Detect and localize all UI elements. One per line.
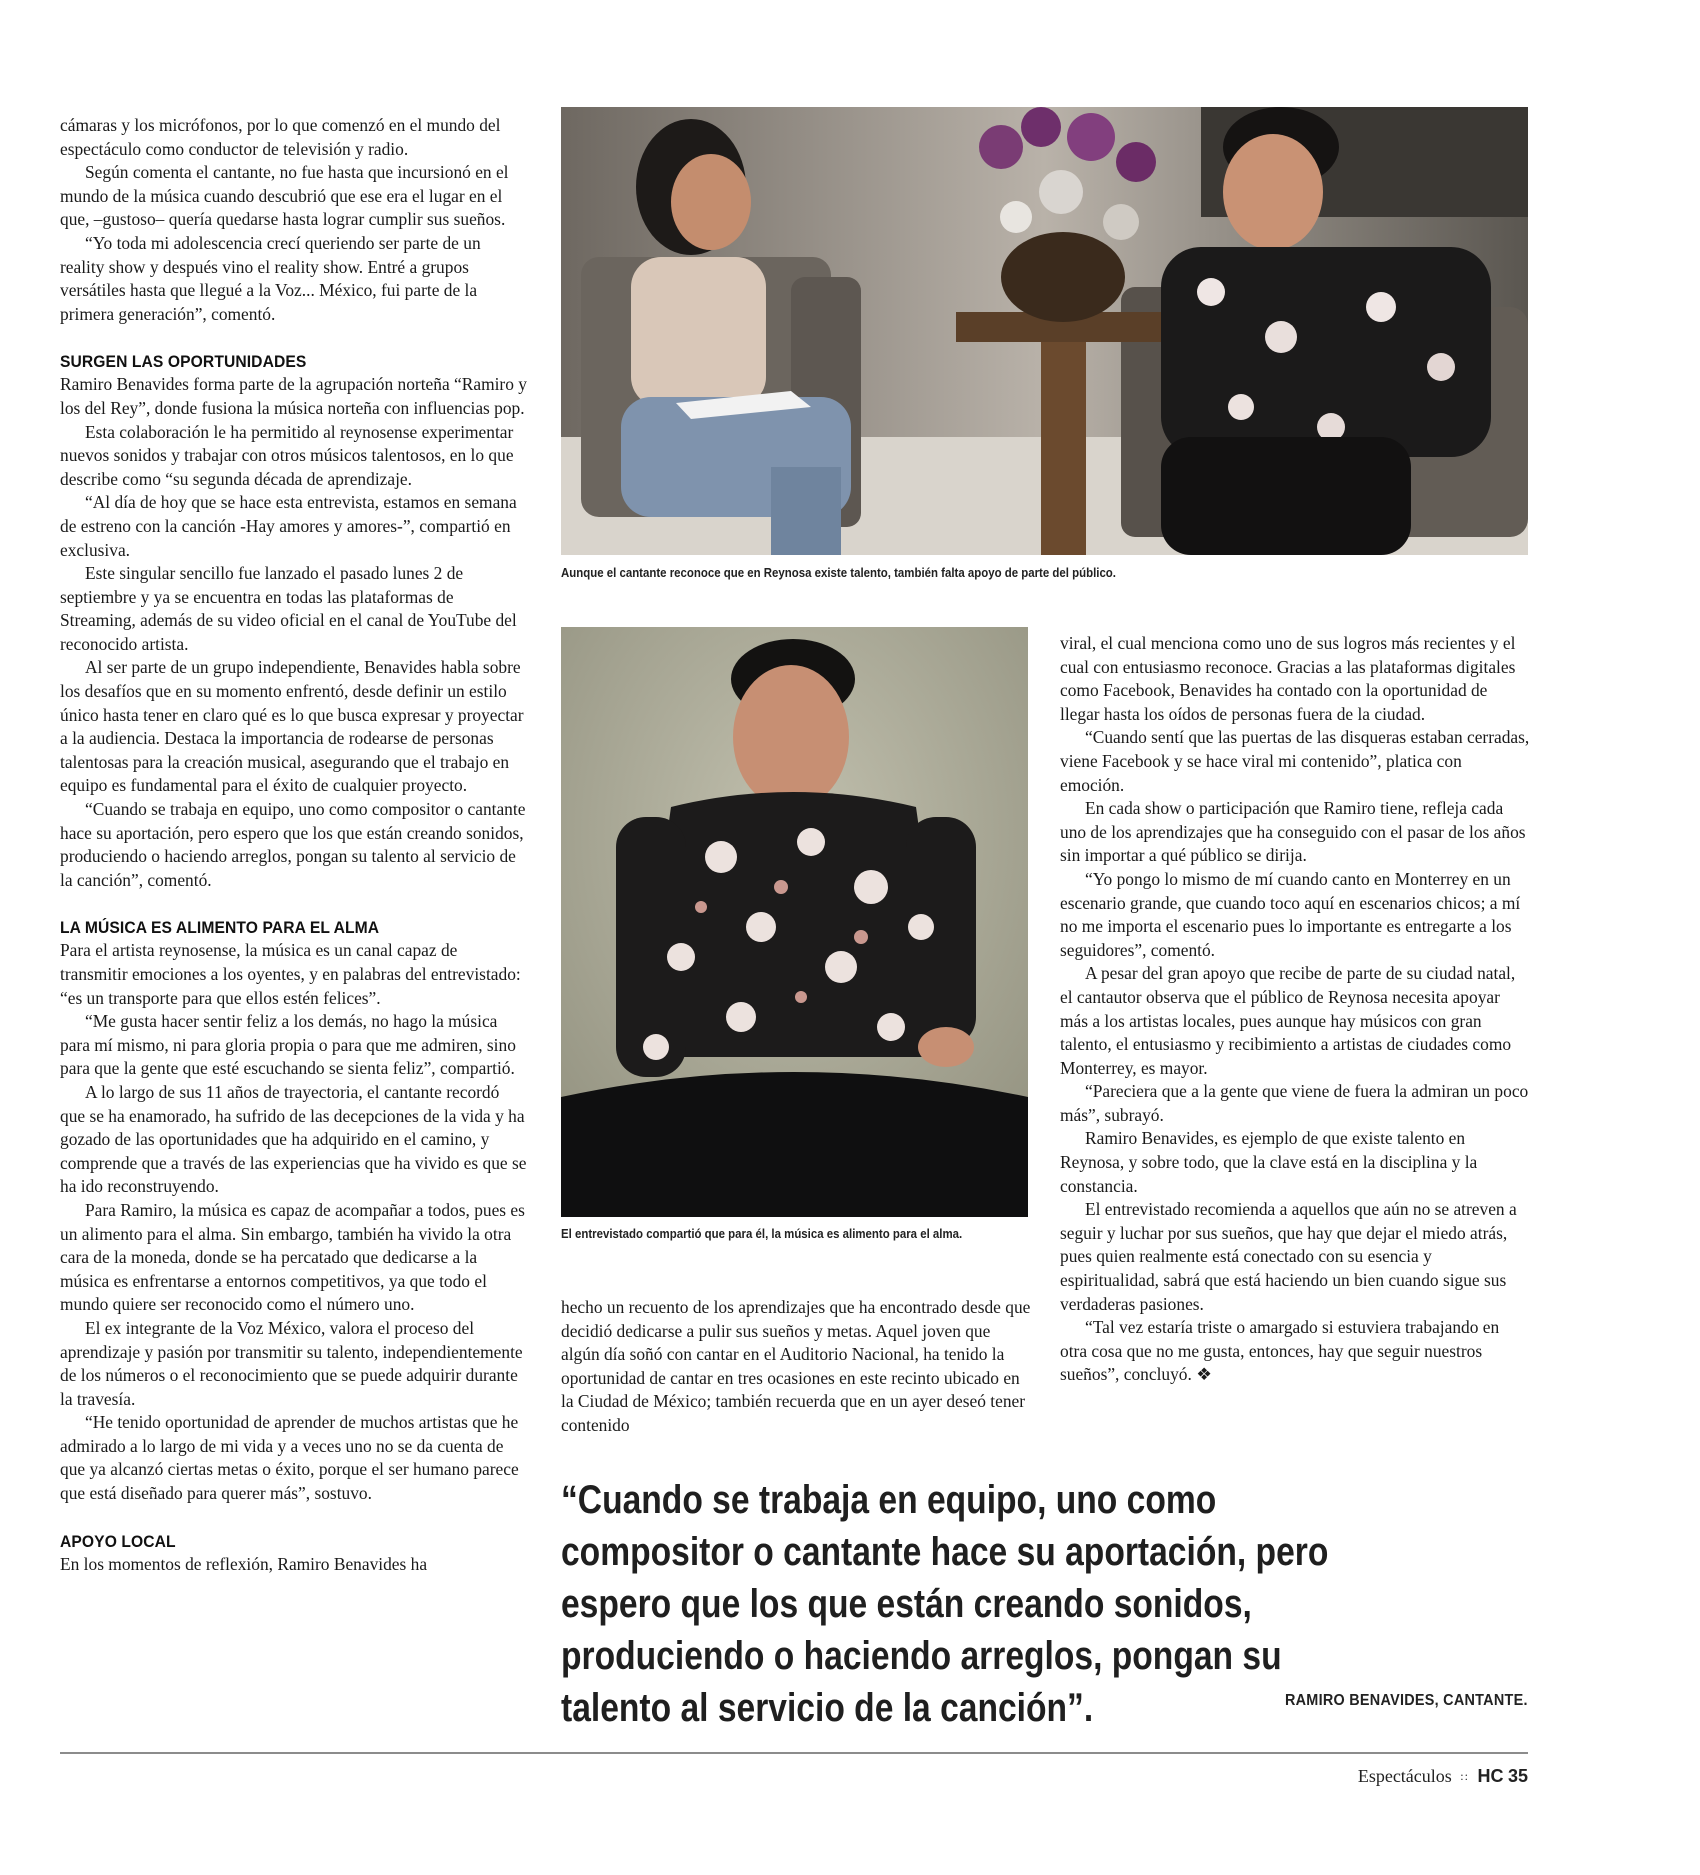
interview-photo bbox=[561, 107, 1528, 555]
footer-divider bbox=[60, 1752, 1528, 1754]
article-column-3 bbox=[1060, 632, 1530, 1387]
paragraph: “Al día de hoy que se hace esta entrevista, estamos en semana de estreno con la canción -Hay amores y amores-”, compartió en exclusiva. bbox=[60, 492, 517, 560]
paragraph: En los momentos de reflexión, Ramiro Benavides ha bbox=[60, 1553, 428, 1574]
paragraph: Ramiro Benavides, es ejemplo de que existe talento en Reynosa, y sobre todo, que la clave está en la disciplina y la constancia. bbox=[1060, 1128, 1478, 1196]
paragraph: Esta colaboración le ha permitido al reynosense experimentar nuevos sonidos y trabajar con otros músicos talentosos, en lo que describe como “su segunda década de aprendizaje. bbox=[60, 421, 514, 489]
paragraph: cámaras y los micrófonos, por lo que comenzó en el mundo del espectáculo como conductor de televisión y radio. bbox=[60, 115, 501, 159]
photo-caption: El entrevistado compartió que para él, la música es alimento para el alma. bbox=[561, 1226, 963, 1241]
section-heading: LA MÚSICA ES ALIMENTO PARA EL ALMA bbox=[60, 918, 380, 938]
section-heading: SURGEN LAS OPORTUNIDADES bbox=[60, 352, 307, 372]
portrait-photo bbox=[561, 627, 1028, 1217]
paragraph: El entrevistado recomienda a aquellos que aún no se atreven a seguir y luchar por sus sueños, que hay que dejar el miedo atrás, pues quien realmente está conectado con su esencia y espiritualidad, sabrá que está haciendo un bien cuando sigue sus verdaderas pasiones. bbox=[1060, 1199, 1517, 1314]
page-footer bbox=[1358, 1766, 1528, 1787]
paragraph: Para el artista reynosense, la música es un canal capaz de transmitir emociones a los oyentes, y en palabras del entrevistado: “es un transporte para que ellos estén felices”. bbox=[60, 940, 521, 1008]
pull-quote: “Cuando se trabaja en equipo, uno como compositor o cantante hace su aportación, pero espero que los que están creando sonidos, produciendo o haciendo arreglos, pongan su talento al servicio de la canción”. bbox=[561, 1478, 1329, 1730]
paragraph: Según comenta el cantante, no fue hasta que incursionó en el mundo de la música cuando descubrió que ese era el lugar en el que, –gustoso– quería quedarse hasta lograr cumplir sus sueños. bbox=[60, 162, 509, 230]
page-number: 35 bbox=[1507, 1766, 1528, 1786]
paragraph: Al ser parte de un grupo independiente, Benavides habla sobre los desafíos que en su momento enfrentó, desde definir un estilo único hasta tener en claro qué es lo que busca expresar y proyectar a la audiencia. Destaca la importancia de rodearse de personas talentosas para la creación musical, asegurando que el trabajo en equipo es fundamental para el éxito de cualquier proyecto. bbox=[60, 657, 524, 796]
section-heading: APOYO LOCAL bbox=[60, 1531, 176, 1551]
paragraph: viral, el cual menciona como uno de sus logros más recientes y el cual con entusiasmo reconoce. Gracias a las plataformas digitales como Facebook, Benavides ha contado con la oportunidad de llegar hasta los oídos de personas fuera de la ciudad. bbox=[1060, 633, 1516, 724]
magazine-logo: HC bbox=[1477, 1766, 1504, 1786]
paragraph: “He tenido oportunidad de aprender de muchos artistas que he admirado a lo largo de mi vida y a veces uno no se da cuenta de que ya alcanzó ciertas metas o éxito, porque el ser humano parece que está diseñado para querer más”, sostuvo. bbox=[60, 1412, 519, 1504]
paragraph: “Yo toda mi adolescencia crecí queriendo ser parte de un reality show y después vino el reality show. Entré a grupos versátiles hasta que llegué a la Voz... México, fui parte de la primera generación”, comentó. bbox=[60, 232, 481, 324]
paragraph: A lo largo de sus 11 años de trayectoria, el cantante recordó que se ha enamorado, ha sufrido de las decepciones de la vida y ha gozado de las oportunidades que ha adquirido en el camino, y comprende que a través de las experiencias que ha vivido es que se ha ido reconstruyendo. bbox=[60, 1081, 527, 1197]
paragraph: Este singular sencillo fue lanzado el pasado lunes 2 de septiembre y ya se encuentra en todas las plataformas de Streaming, además de su video oficial en el canal de YouTube del reconocido artista. bbox=[60, 563, 517, 654]
paragraph: “Cuando se trabaja en equipo, uno como compositor o cantante hace su aportación, pero espero que los que están creando sonidos, produciendo o haciendo arreglos, pongan su talento al servicio de la canción”, comentó. bbox=[60, 799, 526, 890]
paragraph: Para Ramiro, la música es capaz de acompañar a todos, pues es un alimento para el alma. Sin embargo, también ha vivido la otra cara de la moneda, donde se ha percatado que dedicarse a la música es enfrentarse a entornos competitivos, ya que todo el mundo quiere ser reconocido como el número uno. bbox=[60, 1199, 525, 1315]
interview-photo-illustration bbox=[561, 107, 1528, 555]
article-column-1 bbox=[60, 114, 527, 1576]
paragraph: hecho un recuento de los aprendizajes que ha encontrado desde que decidió dedicarse a pulir sus sueños y metas. Aquel joven que algún día soñó con cantar en el Auditorio Nacional, ha tenido la oportunidad de cantar en tres ocasiones en este recinto ubicado en la Ciudad de México; también recuerda que en un ayer deseó tener contenido bbox=[561, 1297, 1031, 1435]
paragraph: “Me gusta hacer sentir feliz a los demás, no hago la música para mí mismo, ni para gloria propia o para que me admiren, sino para que la gente que esté escuchando se sienta feliz”, compartió. bbox=[60, 1011, 516, 1079]
pull-quote-attribution: RAMIRO BENAVIDES, CANTANTE. bbox=[1285, 1692, 1528, 1709]
article-column-2 bbox=[561, 1296, 1031, 1438]
paragraph: “Tal vez estaría triste o amargado si estuviera trabajando en otra cosa que no me gusta, entonces, hay que seguir nuestros sueños”, concluyó. ❖ bbox=[1060, 1317, 1500, 1385]
photo-caption: Aunque el cantante reconoce que en Reynosa existe talento, también falta apoyo de parte del público. bbox=[561, 565, 1116, 580]
paragraph: “Pareciera que a la gente que viene de fuera la admiran un poco más”, subrayó. bbox=[1060, 1081, 1529, 1125]
paragraph: “Cuando sentí que las puertas de las disqueras estaban cerradas, viene Facebook y se hace viral mi contenido”, platica con emoción. bbox=[1060, 727, 1530, 795]
paragraph: “Yo pongo lo mismo de mí cuando canto en Monterrey en un escenario grande, que cuando toco aquí en escenarios chicos; a mí no me importa el escenario pues lo importante es entregarte a los seguidores”, comentó. bbox=[1060, 868, 1521, 960]
paragraph: El ex integrante de la Voz México, valora el proceso del aprendizaje y pasión por transmitir su talento, independientemente de los números o el reconocimiento que se puede adquirir durante la travesía. bbox=[60, 1317, 523, 1409]
paragraph: Ramiro Benavides forma parte de la agrupación norteña “Ramiro y los del Rey”, donde fusiona la música norteña con influencias pop. bbox=[60, 374, 527, 418]
paragraph: A pesar del gran apoyo que recibe de parte de su ciudad natal, el cantautor observa que el público de Reynosa necesita apoyar más a los artistas locales, pues aunque hay músicos con gran talento, el entusiasmo y recibimiento a artistas de ciudades como Monterrey, es mayor. bbox=[1060, 963, 1516, 1078]
section-name: Espectáculos bbox=[1357, 1766, 1452, 1786]
portrait-photo-illustration bbox=[561, 627, 1028, 1217]
paragraph: En cada show o participación que Ramiro tiene, refleja cada uno de los aprendizajes que ha conseguido con el pasar de los años sin importar a qué público se dirija. bbox=[1060, 798, 1526, 866]
footer-separator: :: bbox=[1460, 1769, 1469, 1783]
